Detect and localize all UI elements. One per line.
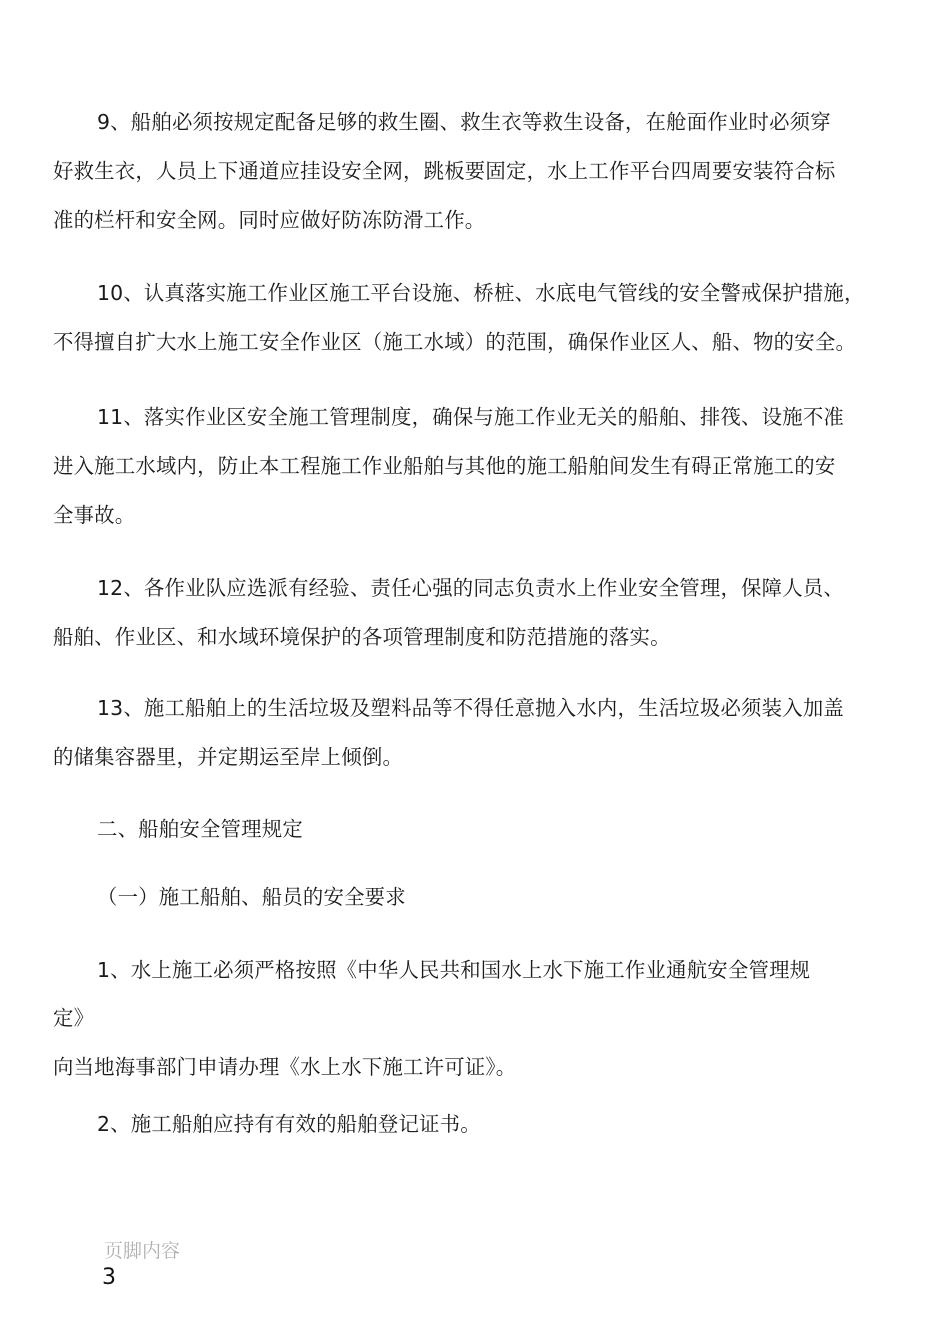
- text-line: 9、船舶必须按规定配备足够的救生圈、救生衣等救生设备，在舱面作业时必须穿: [97, 110, 831, 134]
- text-line: 向当地海事部门申请办理《水上水下施工许可证》。: [53, 1055, 517, 1079]
- text-line: 12、各作业队应选派有经验、责任心强的同志负责水上作业安全管理，保障人员、: [97, 576, 845, 600]
- page-number: 3: [102, 1265, 116, 1290]
- text-line: 1、水上施工必须严格按照《中华人民共和国水上水下施工作业通航安全管理规: [97, 958, 811, 982]
- text-line: 准的栏杆和安全网。同时应做好防冻防滑工作。: [53, 208, 486, 232]
- text-line: 好救生衣，人员上下通道应挂设安全网，跳板要固定，水上工作平台四周要安装符合标: [53, 159, 836, 183]
- text-line: 13、施工船舶上的生活垃圾及塑料品等不得任意抛入水内，生活垃圾必须装入加盖: [97, 696, 845, 720]
- text-line: 的储集容器里，并定期运至岸上倾倒。: [53, 745, 404, 769]
- subsection-heading: （一）施工船舶、船员的安全要求: [97, 885, 406, 909]
- text-line: 2、施工船舶应持有有效的船舶登记证书。: [97, 1112, 481, 1136]
- text-line: 不得擅自扩大水上施工安全作业区（施工水域）的范围，确保作业区人、船、物的安全。: [53, 330, 857, 354]
- text-line: 船舶、作业区、和水域环境保护的各项管理制度和防范措施的落实。: [53, 625, 671, 649]
- text-line: 10、认真落实施工作业区施工平台设施、桥桩、水底电气管线的安全警戒保护措施，: [97, 281, 865, 305]
- section-heading: 二、船舶安全管理规定: [97, 817, 303, 841]
- text-line: 进入施工水域内，防止本工程施工作业船舶与其他的施工船舶间发生有碍正常施工的安: [53, 454, 836, 478]
- text-line: 定》: [53, 1006, 95, 1030]
- footer-label: 页脚内容: [104, 1240, 181, 1262]
- text-line: 全事故。: [53, 503, 136, 527]
- text-line: 11、落实作业区安全施工管理制度，确保与施工作业无关的船舶、排筏、设施不准: [97, 405, 845, 429]
